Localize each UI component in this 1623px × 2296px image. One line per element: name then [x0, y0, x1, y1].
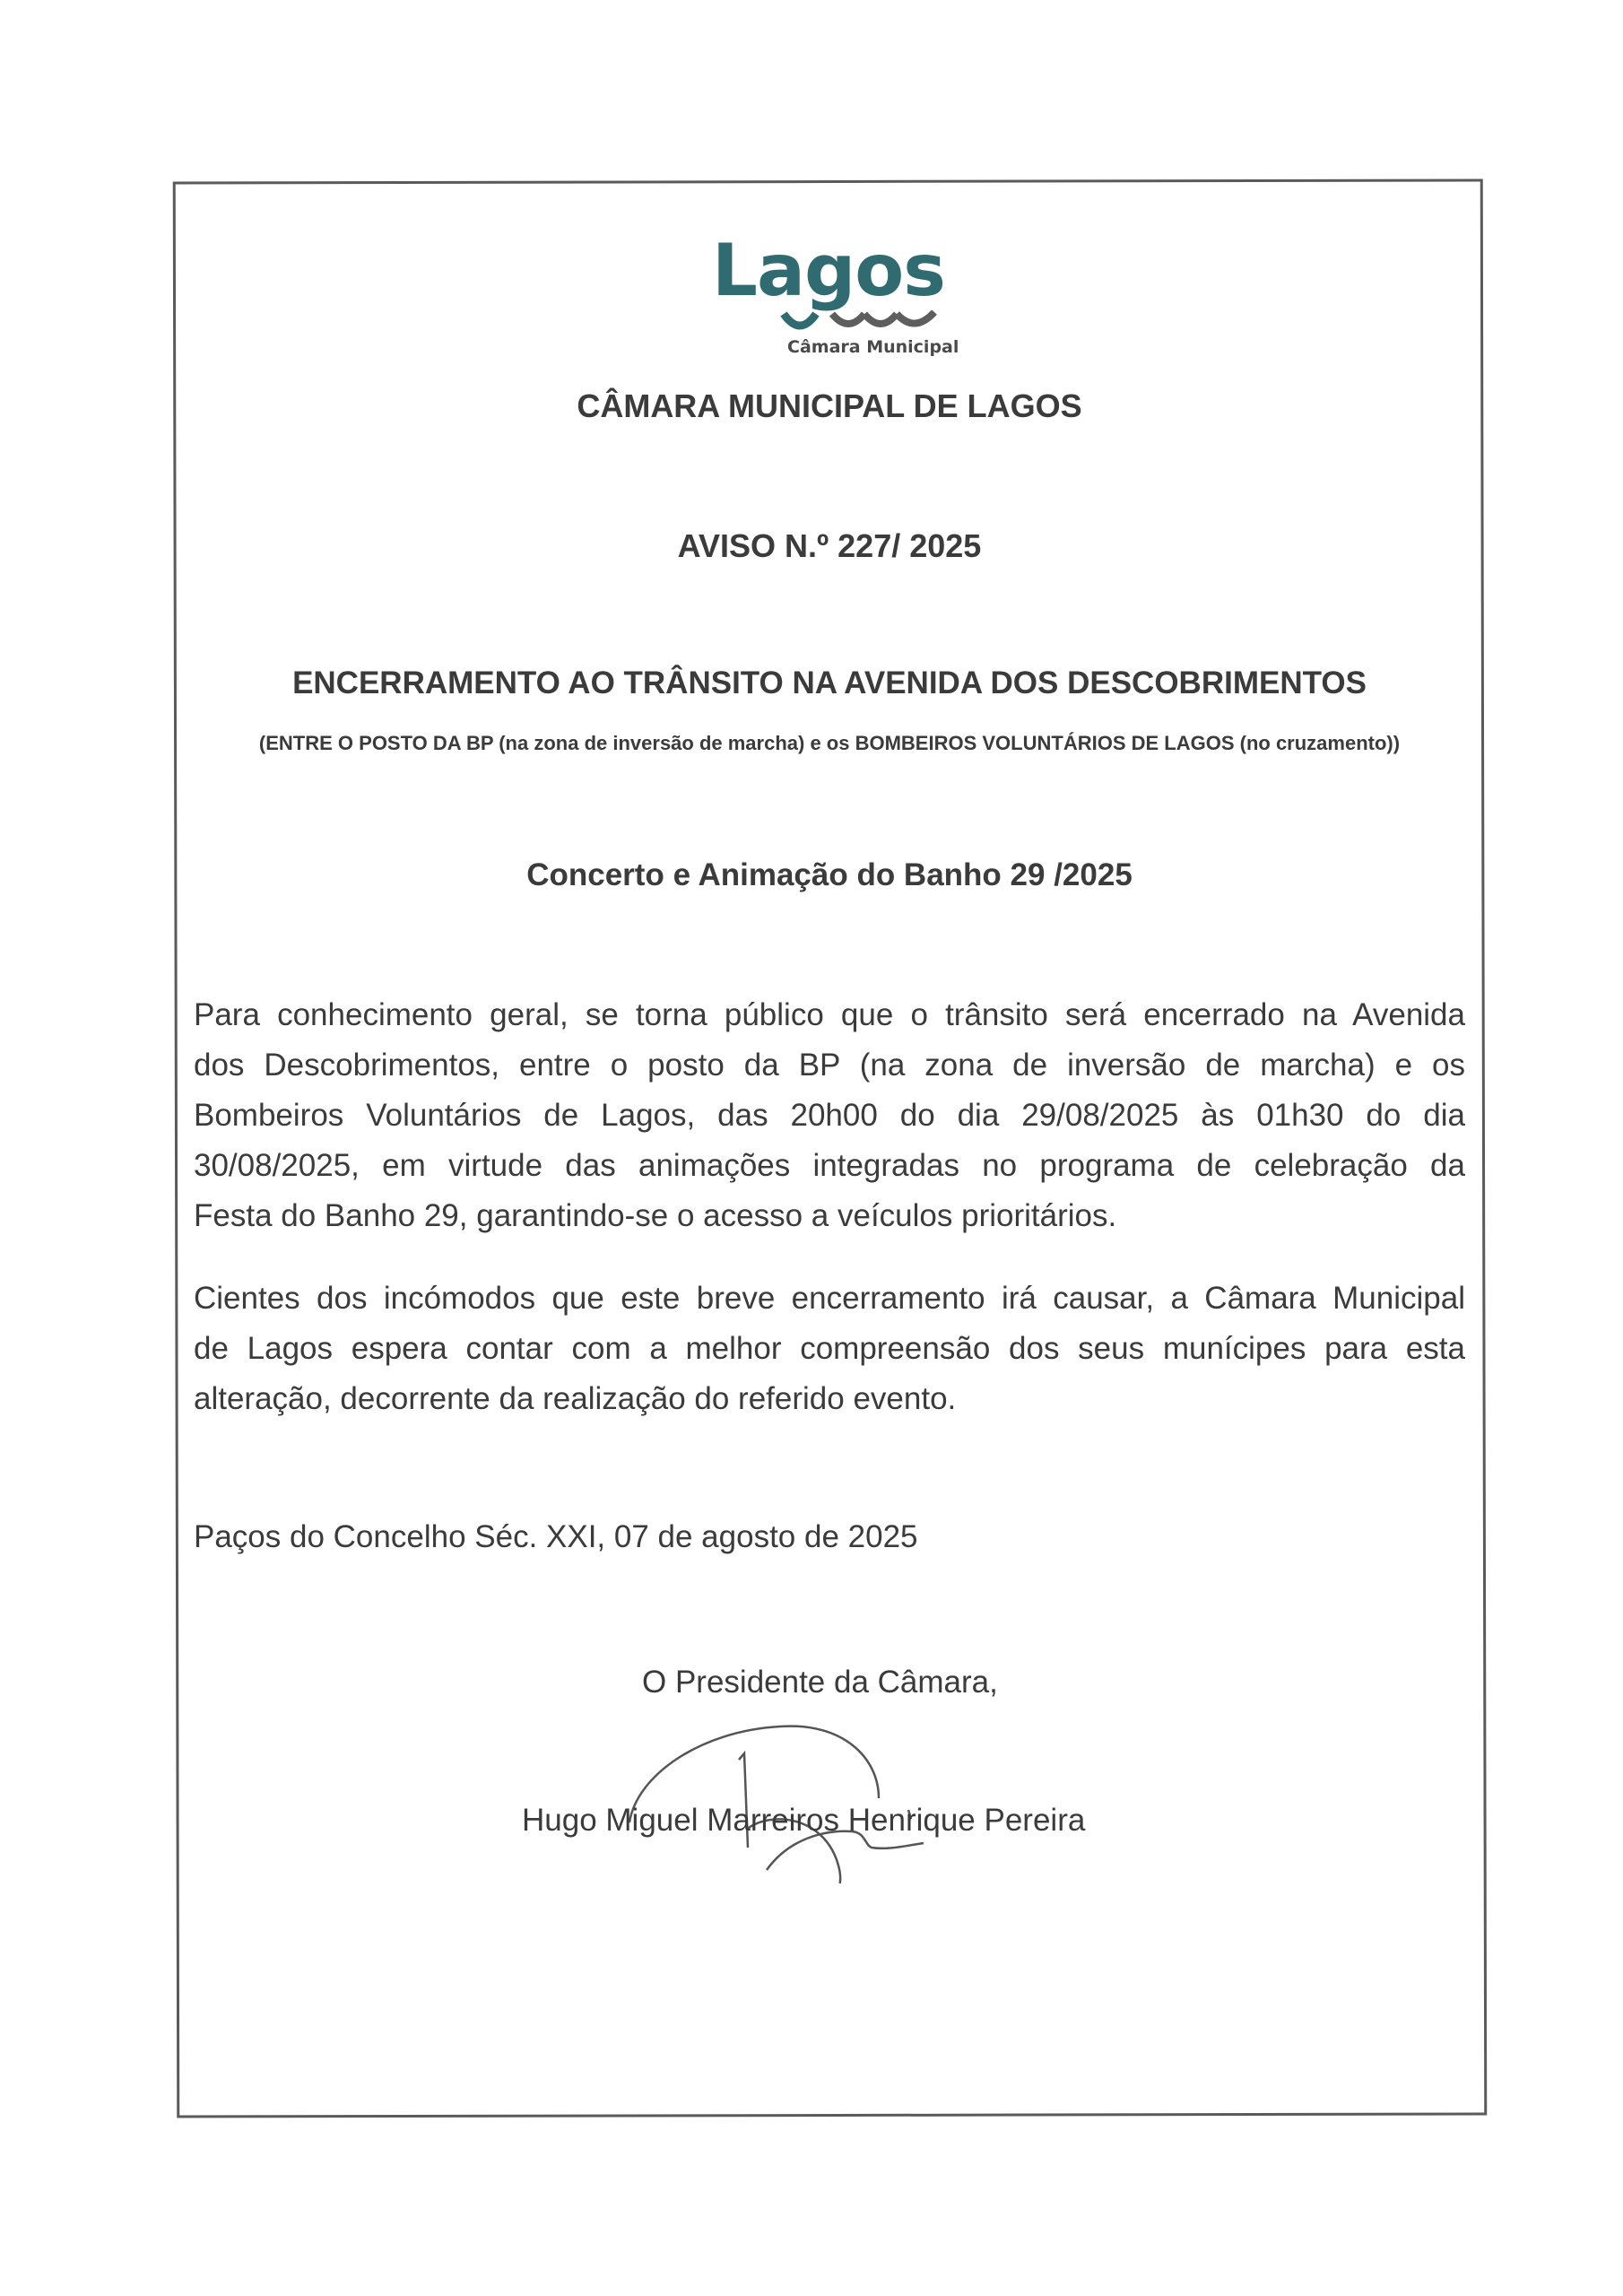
event-title: Concerto e Animação do Banho 29 /2025 [526, 857, 1133, 892]
waves-icon [780, 310, 942, 337]
subject-detail-part: BOMBEIROS VOLUNTÁRIOS DE LAGOS [855, 732, 1235, 754]
signatory-name: Hugo Miguel Marreiros Henrique Pereira [522, 1803, 1086, 1838]
paragraph-line: 30/08/2025, em virtude das animações integradas no programa de celebração da [194, 1148, 1465, 1183]
notice-number: AVISO N.º 227/ 2025 [677, 527, 982, 564]
body-paragraph-1 [194, 990, 1465, 1241]
paragraph-line: de Lagos espera contar com a melhor compreensão dos seus munícipes para esta [194, 1331, 1465, 1366]
paragraph-line: Cientes dos incómodos que este breve encerramento irá causar, a Câmara Municipal [194, 1281, 1465, 1316]
lagos-logo [699, 229, 986, 366]
logo-subtitle: Câmara Municipal [787, 337, 959, 357]
subject-detail-part: e os [804, 732, 855, 754]
paragraph-line: Bombeiros Voluntários de Lagos, das 20h00 do dia 29/08/2025 às 01h30 do dia [194, 1098, 1465, 1133]
paragraph-line: Para conhecimento geral, se torna público que o trânsito será encerrado na Avenida [194, 997, 1465, 1032]
place-and-date: Paços do Concelho Séc. XXI, 07 de agosto de 2025 [194, 1519, 918, 1554]
signatory-title: O Presidente da Câmara, [642, 1665, 998, 1700]
paragraph-line: dos Descobrimentos, entre o posto da BP (na zona de inversão de marcha) e os [194, 1048, 1465, 1083]
paragraph-line: Festa do Banho 29, garantindo-se o acesso a veículos prioritários. [194, 1198, 1117, 1233]
body-paragraph-2 [194, 1274, 1465, 1424]
paragraph-line: alteração, decorrente da realização do referido evento. [194, 1381, 957, 1416]
notice-subject-detail [179, 732, 1480, 755]
organization-title: CÂMARA MUNICIPAL DE LAGOS [577, 387, 1082, 424]
subject-detail-part: (ENTRE O POSTO DA BP [258, 732, 499, 754]
notice-subject: ENCERRAMENTO AO TRÂNSITO NA AVENIDA DOS DESCOBRIMENTOS [292, 665, 1367, 700]
subject-detail-part: (no cruzamento)) [1234, 732, 1401, 754]
logo-wordmark: Lagos [712, 229, 945, 312]
subject-detail-part: (na zona de inversão de marcha) [499, 732, 805, 754]
handwritten-signature-icon [610, 1704, 1040, 1883]
